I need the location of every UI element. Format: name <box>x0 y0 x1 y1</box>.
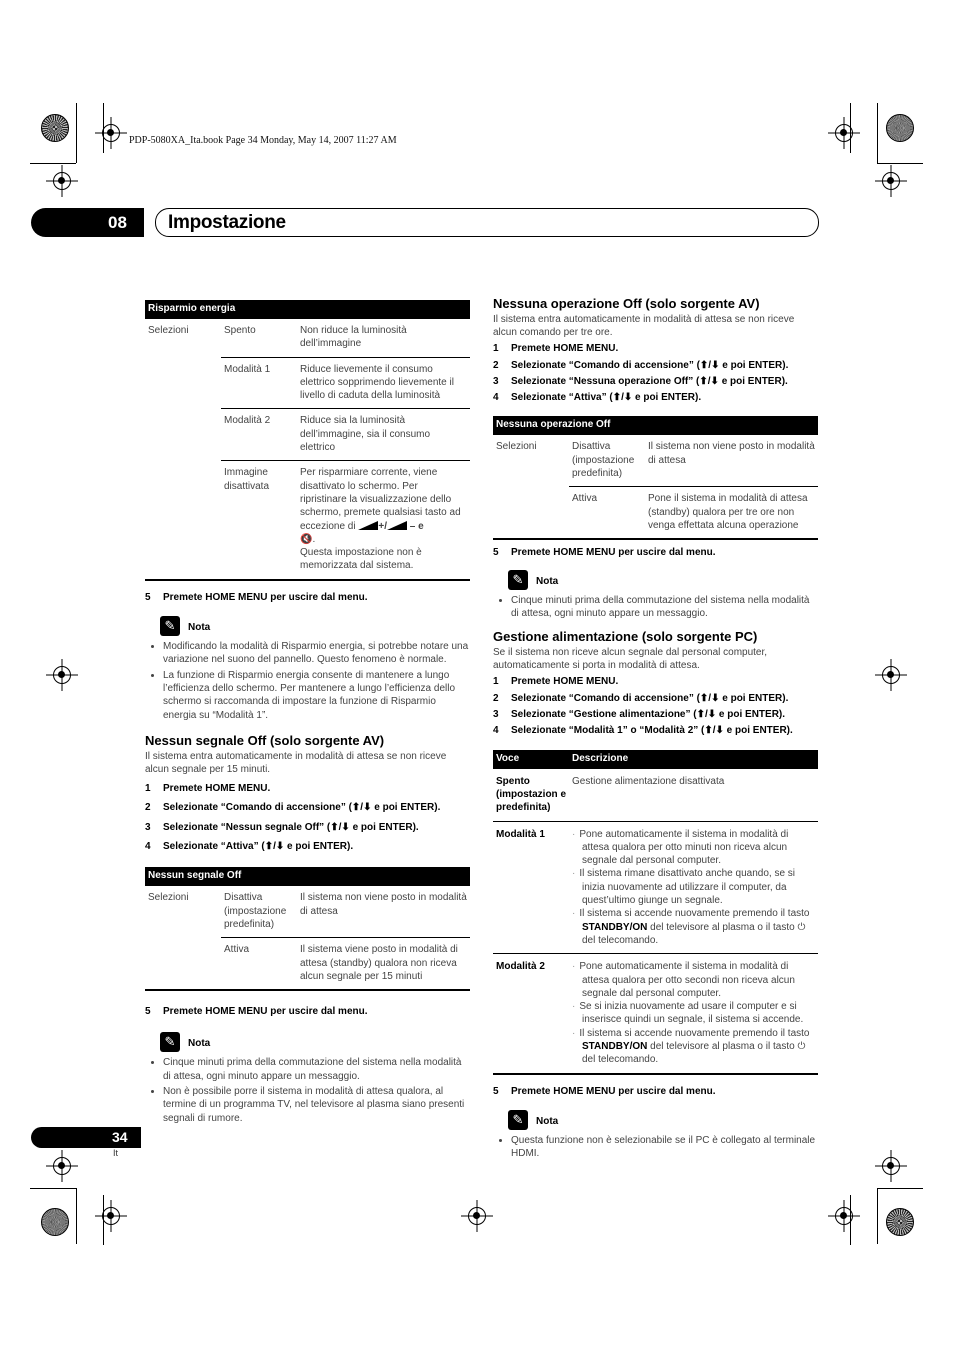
step-number: 2 <box>493 692 499 704</box>
step-text: Selezionate “Modalità 1” o “Modalità 2” (⬆/⬇ e poi ENTER). <box>511 725 793 737</box>
power-icon: ⏻ <box>797 921 806 933</box>
cell-text: Il sistema si accende nuovamente premendo il tasto <box>579 1027 810 1039</box>
step-number: 2 <box>493 359 499 371</box>
step-text: Premete HOME MENU per uscire dal menu. <box>511 1085 716 1097</box>
table-cell: Pone il sistema in modalità di attesa (standby) qualora per tre ore non venga effettata alcuna operazione <box>648 493 808 531</box>
registration-target-icon <box>835 124 853 142</box>
page-language: It <box>113 1148 119 1158</box>
step <box>493 708 818 721</box>
table-header-row <box>493 750 818 769</box>
table-cell <box>493 487 569 538</box>
column-header: Voce <box>496 752 520 764</box>
cell-text: Per risparmiare corrente, viene disattivato lo schermo. Per ripristinare la visualizzazione dello schermo, premete qualsiasi tasto ad eccezione di <box>300 467 461 532</box>
registration-target-icon <box>468 1207 486 1225</box>
step-text: Premete HOME MENU per uscire dal menu. <box>511 547 716 559</box>
registration-target-icon <box>53 666 71 684</box>
page-number: 34 <box>112 1129 128 1145</box>
table-cell: Disattiva (impostazione predefinita) <box>221 886 297 937</box>
gestione-table <box>493 750 818 1075</box>
step-text: Premete HOME MENU. <box>511 676 619 688</box>
table-cell: Spento (impostazion e predefinita) <box>493 769 569 821</box>
table-cell: Non riduce la luminosità dell’immagine <box>297 319 470 357</box>
section-intro: Se il sistema non riceve alcun segnale dal personal computer, automaticamente si porta in modalità di attesa. <box>493 647 768 672</box>
step-text: Selezionate “Nessuna operazione Off” (⬆/⬇ e poi ENTER). <box>511 375 788 387</box>
step-number: 3 <box>145 821 151 833</box>
list-item: • Non è possibile porre il sistema in modalità di attesa qualora, al termine di un programma TV, nel televisore al plasma siano presenti segnali di rumore. <box>163 1085 470 1125</box>
table-cell <box>145 461 221 579</box>
step-number: 4 <box>145 841 151 853</box>
step <box>145 801 470 814</box>
step <box>493 375 818 388</box>
list-item: • Questa funzione non è selezionabile se il PC è collegato al terminale HDMI. <box>511 1134 818 1161</box>
table-row <box>493 435 818 486</box>
list-item: • Modificando la modalità di Risparmio energia, si potrebbe notare una variazione nel suono del pannello. Questo fenomeno è normale. <box>163 640 470 667</box>
step <box>145 782 470 795</box>
registration-wheel-icon <box>41 114 69 142</box>
registration-wheel-icon <box>886 1208 914 1236</box>
cell-text: Questa impostazione non è memorizzata dal sistema. <box>300 547 422 572</box>
registration-target-icon <box>53 172 71 190</box>
table-row <box>145 886 470 937</box>
cell-text: del telecomando. <box>582 934 659 946</box>
table-cell: · Pone automaticamente il sistema in modalità di attesa qualora per otto minuti non riceva alcun segnale dal personal computer. · Il sistema rimane disattivato anche quando, se si inizia nuovamente ad utilizzare il computer, da quest’ultimo giunge un segnale. · Il sistema si accende nuovamente premendo il tasto STANDBY/ON del televisore al plasma o il tasto ⏻ del telecomando. <box>569 821 818 954</box>
table-cell: Modalità 1 <box>493 821 569 954</box>
note-header <box>160 616 470 638</box>
step-number: 5 <box>493 547 499 559</box>
step-text: Selezionate “Comando di accensione” (⬆/⬇ e poi ENTER). <box>163 802 441 814</box>
registration-wheel-icon <box>41 1208 69 1236</box>
table-cell: Il sistema viene posto in modalità di attesa (standby) qualora non riceva alcun segnale per 15 minuti <box>300 944 458 982</box>
step-number: 4 <box>493 725 499 737</box>
step-text: Premete HOME MENU per uscire dal menu. <box>163 1006 368 1018</box>
step-number: 4 <box>493 392 499 404</box>
table-cell: Attiva <box>572 493 598 505</box>
step-text: Selezionate “Attiva” (⬆/⬇ e poi ENTER). <box>163 841 354 853</box>
note-label: Nota <box>188 1038 211 1050</box>
registration-wheel-icon <box>886 114 914 142</box>
list-item: • Cinque minuti prima della commutazione del sistema nella modalità di attesa, ogni minuto appare un messaggio. <box>511 594 818 621</box>
chapter-number: 08 <box>108 213 127 232</box>
registration-target-icon <box>882 172 900 190</box>
nessun-segnale-table <box>145 867 470 991</box>
left-column <box>145 300 470 1127</box>
table-row <box>145 319 470 357</box>
list-item: • La funzione di Risparmio energia consente di mantenere a lungo l’efficienza dello schermo. Per mantenere a lungo l’efficienza dello schermo si raccomanda di impostare la funzione di Risparmio energia su “Modalità 1”. <box>163 669 470 722</box>
note-list <box>145 640 470 722</box>
table-row <box>145 357 470 409</box>
cell-text: del televisore al plasma o il tasto <box>650 1040 795 1052</box>
step <box>493 692 818 705</box>
note-header <box>508 1110 818 1132</box>
table-row <box>493 769 818 821</box>
registration-target-icon <box>882 666 900 684</box>
table-cell: Riduce lievemente il consumo elettrico sopprimendo lievemente il livello di caduta della luminosità <box>297 357 470 409</box>
note-header <box>508 570 818 592</box>
section-heading: Gestione alimentazione (solo sorgente PC) <box>493 629 758 645</box>
step <box>145 591 470 604</box>
table-cell: Attiva <box>224 944 250 956</box>
table-cell: Riduce sia la luminosità dell’immagine, sia il consumo elettrico <box>297 409 470 461</box>
list-item: • Cinque minuti prima della commutazione del sistema nella modalità di attesa, ogni minuto appare un messaggio. <box>163 1056 470 1083</box>
registration-target-icon <box>53 1157 71 1175</box>
mute-icon: 🔇 <box>300 533 313 545</box>
table-title: Nessuna operazione Off <box>493 416 818 435</box>
print-file-info: PDP-5080XA_Ita.book Page 34 Monday, May 14, 2007 11:27 AM <box>129 135 397 146</box>
table-row <box>145 938 470 989</box>
table-title: Nessun segnale Off <box>145 867 470 886</box>
table-cell: Il sistema non viene posto in modalità di attesa <box>645 435 818 486</box>
step-text: Selezionate “Attiva” (⬆/⬇ e poi ENTER). <box>511 392 702 404</box>
cell-text: – e <box>409 520 424 532</box>
cell-text: Pone automaticamente il sistema in modalità di attesa qualora per otto minuti non riceva alcun segnale dal personal computer. <box>579 828 789 867</box>
step <box>145 1005 470 1018</box>
registration-target-icon <box>835 1207 853 1225</box>
step-text: Selezionate “Nessun segnale Off” (⬆/⬇ e poi ENTER). <box>163 821 419 833</box>
table-row <box>145 409 470 461</box>
step <box>493 359 818 372</box>
step-number: 5 <box>145 1006 151 1018</box>
step <box>493 675 818 688</box>
table-cell: Selezioni <box>148 325 189 336</box>
note-label: Nota <box>536 1115 559 1127</box>
table-cell: Immagine disattivata <box>224 467 270 492</box>
step-number: 3 <box>493 709 499 721</box>
cell-text: Il sistema si accende nuovamente premendo il tasto <box>579 908 810 920</box>
pencil-icon: ✎ <box>160 616 180 636</box>
note-label: Nota <box>188 622 211 634</box>
step-number: 2 <box>145 802 151 814</box>
cell-text: Il sistema rimane disattivato anche quando, se si inizia nuovamente ad utilizzare il computer, da quest’ultimo giunge un segnale. <box>579 868 796 907</box>
table-cell <box>145 938 221 989</box>
table-row <box>493 821 818 954</box>
section-intro: Il sistema entra automaticamente in modalità di attesa se non riceve alcun segnale per 15 minuti. <box>145 751 447 776</box>
cell-text: Pone automaticamente il sistema in modalità di attesa qualora per otto secondi non riceva alcun segnale dal personal computer. <box>579 961 795 999</box>
step-text: Premete HOME MENU per uscire dal menu. <box>163 591 368 603</box>
step <box>145 840 470 853</box>
risparmio-table <box>145 300 470 581</box>
step <box>493 342 818 355</box>
table-cell: Modalità 2 <box>221 409 297 461</box>
table-cell <box>145 409 221 461</box>
step-number: 1 <box>145 783 151 795</box>
pencil-icon: ✎ <box>160 1032 180 1052</box>
step-number: 5 <box>493 1085 499 1097</box>
risparmio-table-title: Risparmio energia <box>145 300 470 319</box>
note-list <box>493 594 818 621</box>
volume-down-icon <box>387 521 407 530</box>
cell-text: STANDBY/ON <box>582 1040 648 1052</box>
step <box>493 1085 818 1098</box>
note-list <box>493 1134 818 1161</box>
registration-target-icon <box>102 124 120 142</box>
cell-text: del telecomando. <box>582 1054 659 1066</box>
section-intro: Il sistema entra automaticamente in modalità di attesa se non riceve alcun comando per tre ore. <box>493 314 795 339</box>
table-row <box>145 461 470 579</box>
step-number: 1 <box>493 676 499 688</box>
table-cell: Disattiva (impostazione predefinita) <box>569 435 645 486</box>
cell-text: del televisore al plasma o il tasto <box>650 921 795 933</box>
step <box>145 821 470 834</box>
volume-up-icon <box>358 521 378 530</box>
note-list <box>145 1056 470 1124</box>
pencil-icon: ✎ <box>508 570 528 590</box>
note-header <box>160 1032 470 1054</box>
table-cell: Per risparmiare corrente, viene disattivato lo schermo. Per ripristinare la visualizzazione dello schermo, premete qualsiasi tasto ad eccezione di +/ – e 🔇. Questa impostazione non è memorizzata dal sistema. <box>300 467 461 572</box>
step-text: Premete HOME MENU. <box>163 783 271 795</box>
table-cell: Spento <box>221 319 297 357</box>
step-text: Selezionate “Comando di accensione” (⬆/⬇ e poi ENTER). <box>511 359 789 371</box>
step-text: Selezionate “Comando di accensione” (⬆/⬇ e poi ENTER). <box>511 692 789 704</box>
step-number: 1 <box>493 343 499 355</box>
note-label: Nota <box>536 575 559 587</box>
column-header: Descrizione <box>572 752 629 764</box>
table-row <box>493 487 818 538</box>
table-cell: Selezioni <box>148 892 189 904</box>
table-cell <box>145 357 221 409</box>
step-text: Selezionate “Gestione alimentazione” (⬆/⬇ e poi ENTER). <box>511 709 786 721</box>
cell-text: STANDBY/ON <box>582 921 648 933</box>
step <box>493 391 818 404</box>
table-cell: Gestione alimentazione disattivata <box>569 769 818 821</box>
step-number: 5 <box>145 591 151 603</box>
step-number: 3 <box>493 375 499 387</box>
step <box>493 724 818 737</box>
section-heading: Nessuna operazione Off (solo sorgente AV) <box>493 296 760 311</box>
registration-target-icon <box>882 1157 900 1175</box>
table-cell: Il sistema non viene posto in modalità di attesa <box>297 886 470 937</box>
table-row <box>493 954 818 1073</box>
table-cell: Modalità 2 <box>496 961 545 973</box>
table-cell: · Pone automaticamente il sistema in modalità di attesa qualora per otto secondi non riceva alcun segnale dal personal computer. · Se si inizia nuovamente ad usare il computer e si inserisce quindi un segnale, il sistema si accende. · Il sistema si accende nuovamente premendo il tasto STANDBY/ON del televisore al plasma o il tasto ⏻ del telecomando. <box>572 961 810 1066</box>
step <box>493 546 818 559</box>
pencil-icon: ✎ <box>508 1110 528 1130</box>
chapter-title: Impostazione <box>168 212 286 233</box>
cell-text: Se si inizia nuovamente ad usare il computer e si inserisce quindi un segnale, il sistema si accende. <box>579 1001 804 1026</box>
table-cell: Modalità 1 <box>221 357 297 409</box>
nessuna-operazione-table <box>493 416 818 540</box>
power-icon: ⏻ <box>797 1040 806 1052</box>
cell-text: +/ <box>378 520 387 532</box>
chapter-tab <box>31 208 144 237</box>
section-heading: Nessun segnale Off (solo sorgente AV) <box>145 732 385 748</box>
table-cell: Selezioni <box>496 441 537 453</box>
step-text: Premete HOME MENU. <box>511 343 619 355</box>
right-column <box>493 297 818 1162</box>
registration-target-icon <box>102 1207 120 1225</box>
